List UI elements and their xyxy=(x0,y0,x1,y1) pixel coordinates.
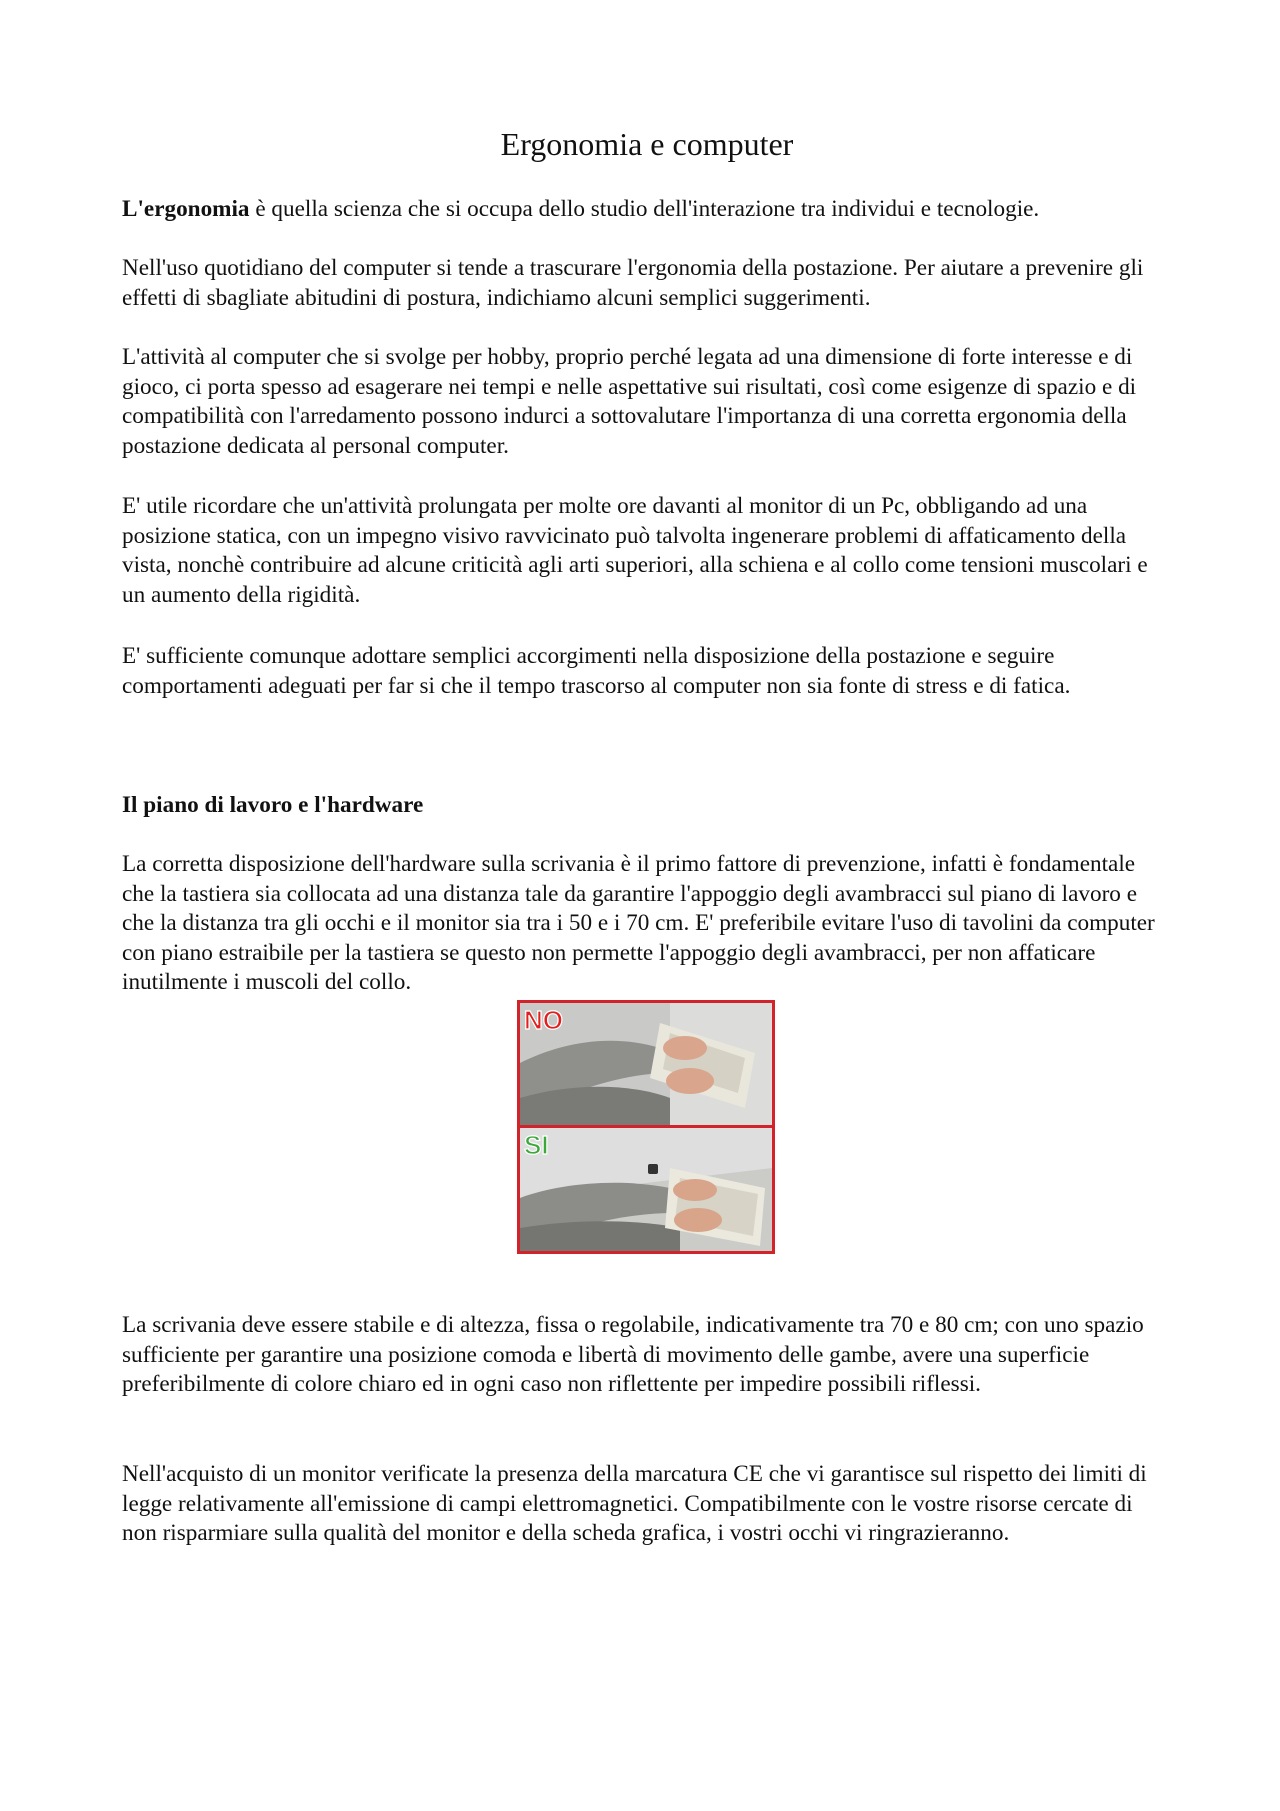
correct-posture-panel xyxy=(520,1128,772,1251)
incorrect-posture-panel xyxy=(520,1003,772,1125)
si-label: SI xyxy=(524,1130,549,1160)
section-heading: Il piano di lavoro e l'hardware xyxy=(122,792,424,818)
section-paragraph-1: La corretta disposizione dell'hardware sulla scrivania è il primo fattore di prevenzione, infatti è fondamentale che la tastiera sia collocata ad una distanza tale da garantire l'appoggio degli avambracci sul piano di lavoro e che la distanza tra gli occhi e il monitor sia tra i 50 e i 70 cm. E' preferibile evitare l'uso di tavolini da computer con piano estraibile per la tastiera se questo non permette l'appoggio degli avambracci, per non affaticare inutilmente i muscoli del collo. xyxy=(122,851,1155,995)
paragraph-1: Nell'uso quotidiano del computer si tende a trascurare l'ergonomia della postazione. Per aiutare a prevenire gli effetti di sbagliate abitudini di postura, indichiamo alcuni semplici suggerimenti. xyxy=(122,255,1144,311)
document-title: Ergonomia e computer xyxy=(500,126,794,162)
section-paragraph-2: La scrivania deve essere stabile e di altezza, fissa o regolabile, indicativamente tra 70 e 80 cm; con uno spazio sufficiente per garantire una posizione comoda e libertà di movimento delle gambe, avere una superficie preferibilmente di colore chiaro ed in ogni caso non riflettente per impedire possibili riflessi. xyxy=(122,1312,1144,1397)
intro-paragraph xyxy=(122,195,1172,225)
no-label: NO xyxy=(524,1005,563,1035)
paragraph-2: L'attività al computer che si svolge per hobby, proprio perché legata ad una dimensione di forte interesse e di gioco, ci porta spesso ad esagerare nei tempi e nelle aspettative sui risultati, così come esigenze di spazio e di compatibilità con l'arredamento possono indurci a sottovalutare l'importanza di una corretta ergonomia della postazione dedicata al personal computer. xyxy=(122,344,1137,459)
intro-bold-term: L'ergonomia xyxy=(122,196,250,222)
intro-text: è quella scienza che si occupa dello studio dell'interazione tra individui e tecnologie. xyxy=(249,196,1040,222)
posture-comparison-image xyxy=(517,1000,775,1254)
paragraph-3: E' utile ricordare che un'attività prolungata per molte ore davanti al monitor di un Pc, obbligando ad una posizione statica, con un impegno visivo ravvicinato può talvolta ingenerare problemi di affaticamento della vista, nonchè contribuire ad alcune criticità agli arti superiori, alla schiena e al collo come tensioni muscolari e un aumento della rigidità. xyxy=(122,493,1148,608)
posture-illustration xyxy=(520,1003,772,1251)
paragraph-4: E' sufficiente comunque adottare semplici accorgimenti nella disposizione della postazione e seguire comportamenti adeguati per far si che il tempo trascorso al computer non sia fonte di stress e di fatica. xyxy=(122,643,1071,699)
section-paragraph-3: Nell'acquisto di un monitor verificate la presenza della marcatura CE che vi garantisce sul rispetto dei limiti di legge relativamente all'emissione di campi elettromagnetici. Compatibilmente con le vostre risorse cercate di non risparmiare sulla qualità del monitor e della scheda grafica, i vostri occhi vi ringrazieranno. xyxy=(122,1461,1147,1546)
